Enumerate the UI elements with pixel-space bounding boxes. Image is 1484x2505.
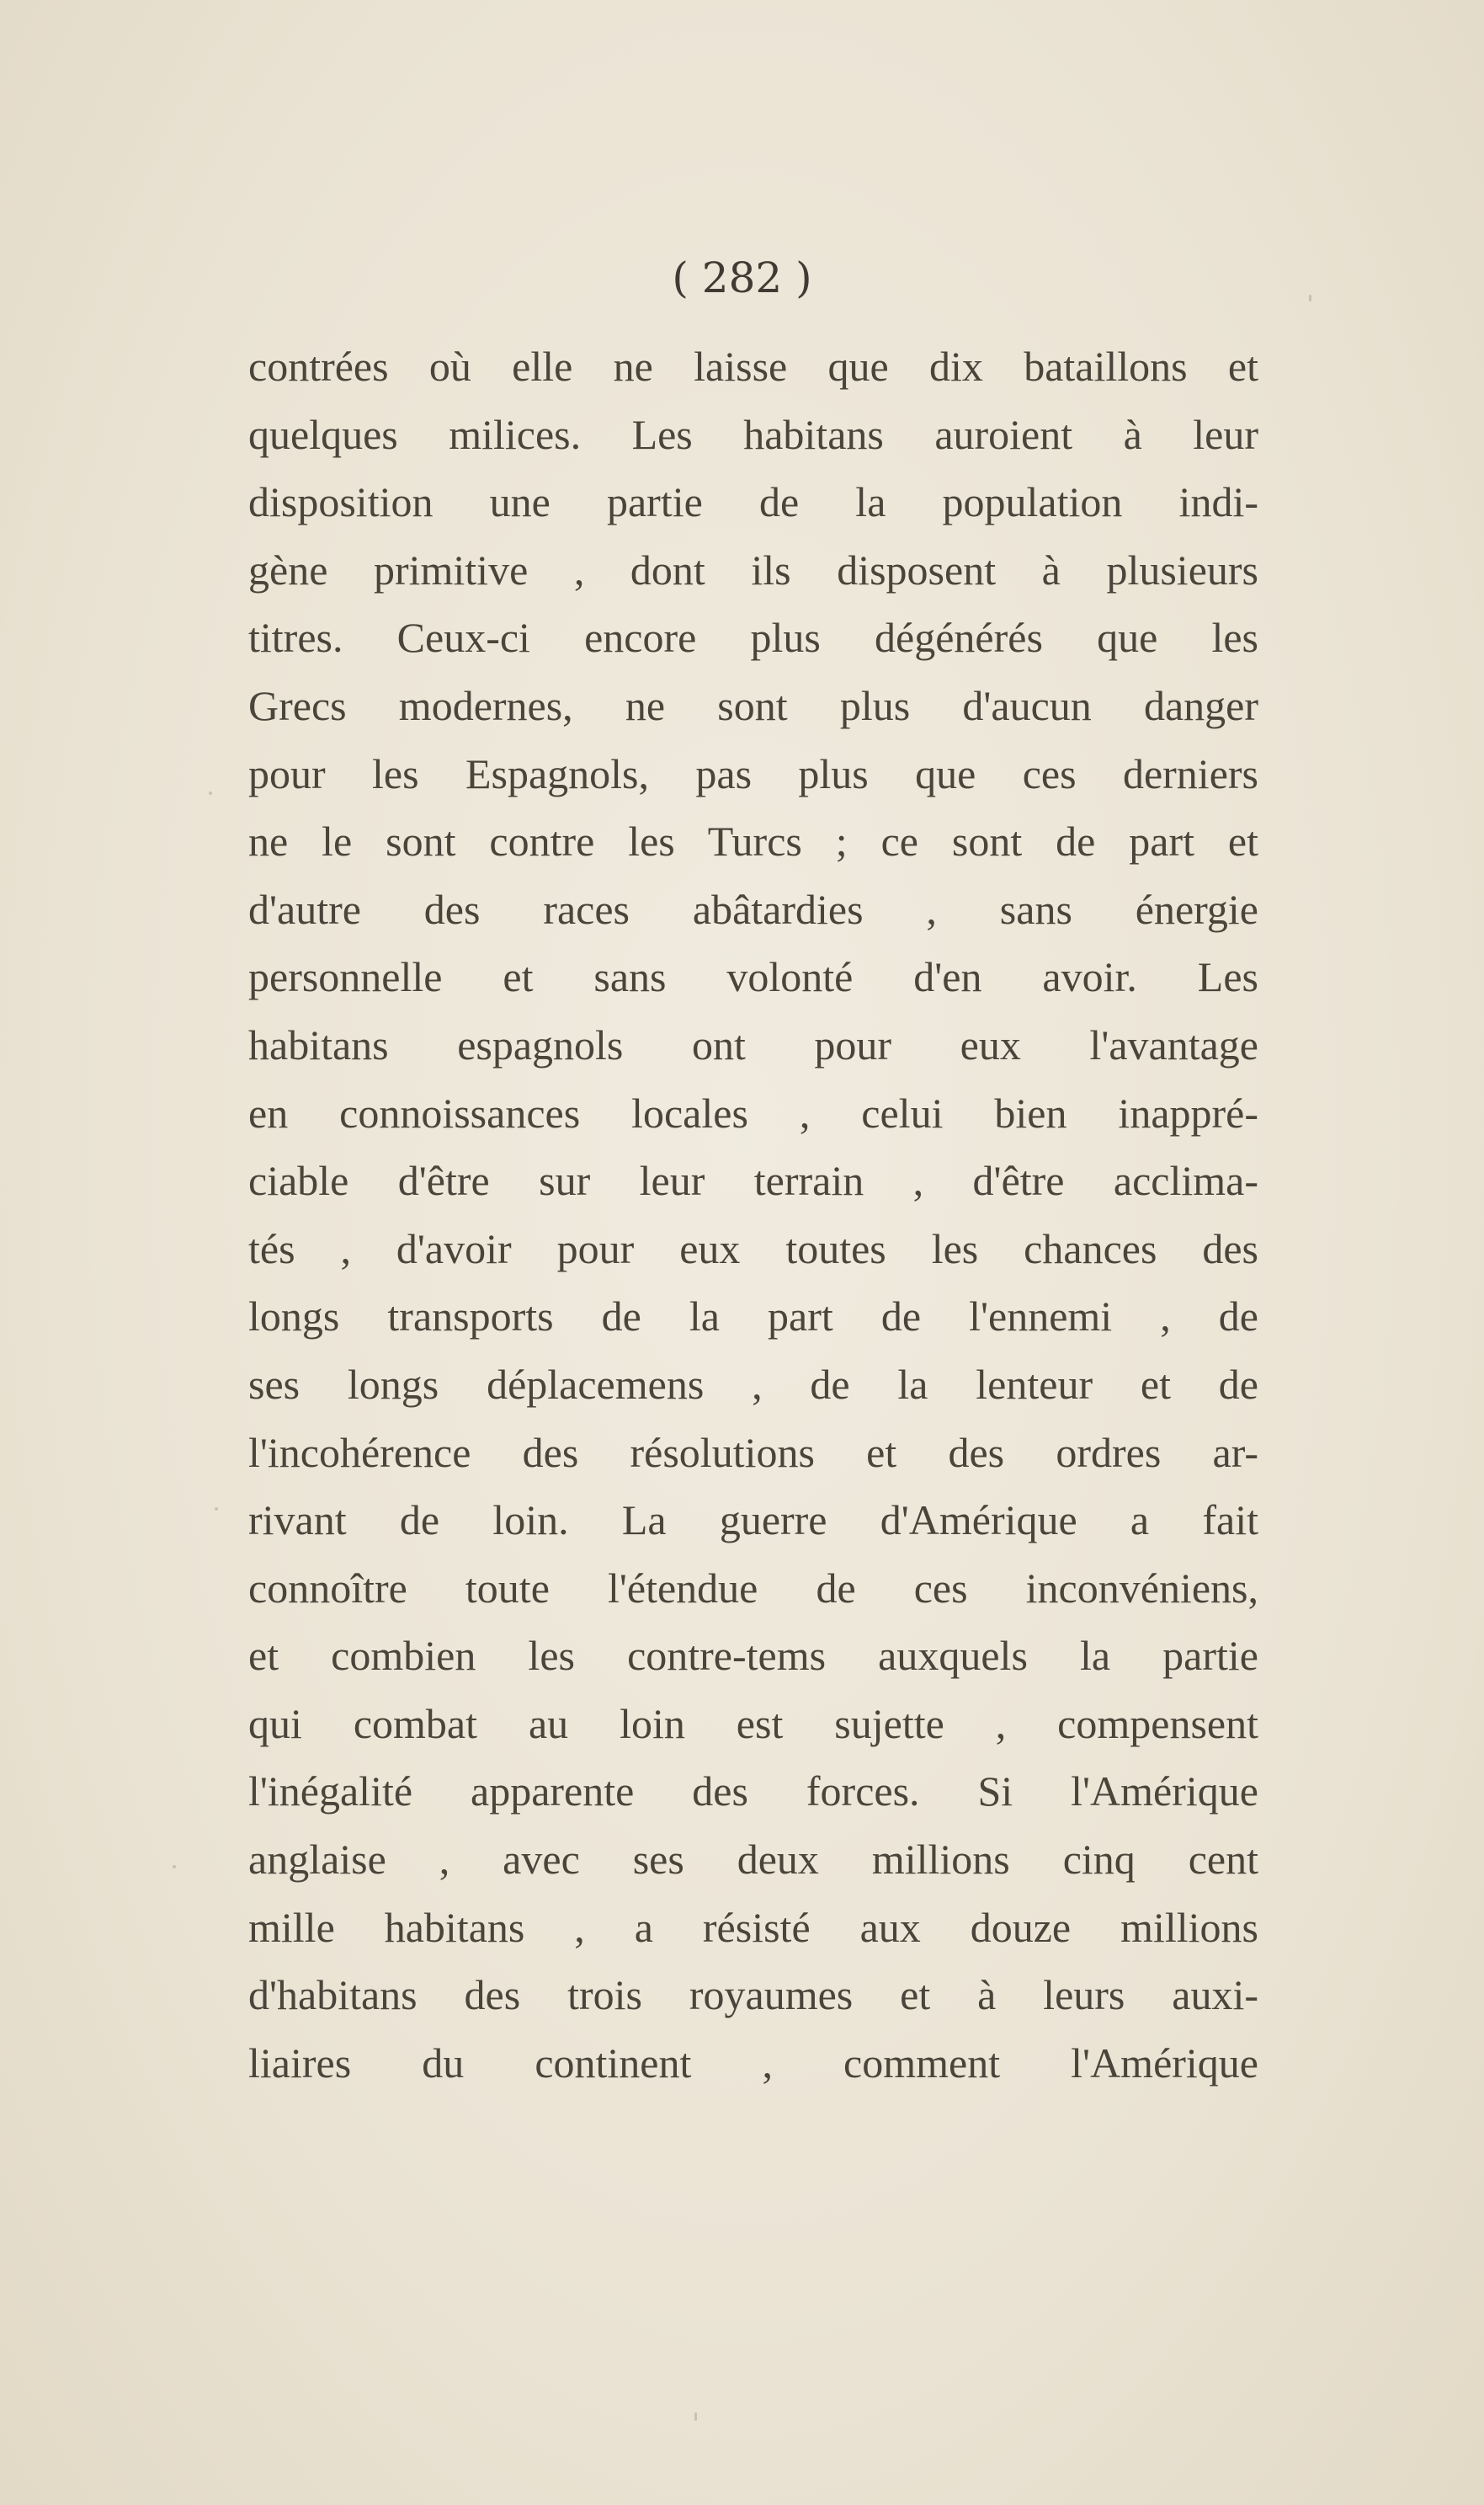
text-line: longs transports de la part de l'ennemi , de <box>248 1292 1258 1340</box>
text-line: l'incohérence des résolutions et des ordres ar- <box>248 1428 1258 1476</box>
text-line: ne le sont contre les Turcs ; ce sont de part et <box>248 818 1258 866</box>
paper-speck <box>694 2412 697 2421</box>
text-line: l'inégalité apparente des forces. Si l'Amérique <box>248 1767 1258 1815</box>
text-line: pour les Espagnols, pas plus que ces derniers <box>248 749 1258 797</box>
text-line: quelques milices. Les habitans auroient à leur <box>248 410 1258 458</box>
text-line: liaires du continent , comment l'Amérique <box>248 2039 1258 2087</box>
text-line: habitans espagnols ont pour eux l'avantage <box>248 1021 1258 1069</box>
text-line: tés , d'avoir pour eux toutes les chances des <box>248 1224 1258 1272</box>
text-line: et combien les contre-tems auxquels la partie <box>248 1632 1258 1680</box>
text-line: anglaise , avec ses deux millions cinq cent <box>248 1836 1258 1884</box>
text-line: rivant de loin. La guerre d'Amérique a fait <box>248 1496 1258 1544</box>
text-line: d'habitans des trois royaumes et à leurs auxi- <box>248 1971 1258 2019</box>
text-line: personnelle et sans volonté d'en avoir. Les <box>248 953 1258 1001</box>
text-line: ciable d'être sur leur terrain , d'être acclima- <box>248 1157 1258 1205</box>
paper-speck <box>215 1507 218 1511</box>
paper-speck <box>173 1865 176 1868</box>
text-line: connoître toute l'étendue de ces inconvéniens, <box>248 1564 1258 1612</box>
text-line: contrées où elle ne laisse que dix bataillons et <box>248 343 1258 390</box>
text-line: en connoissances locales , celui bien inappré- <box>248 1089 1258 1137</box>
text-line: titres. Ceux-ci encore plus dégénérés que les <box>248 614 1258 662</box>
body-text <box>248 333 1258 2097</box>
paper-speck <box>209 791 212 795</box>
text-line: Grecs modernes, ne sont plus d'aucun danger <box>248 681 1258 729</box>
page-number: ( 282 ) <box>672 253 812 302</box>
text-line: gène primitive , dont ils disposent à plusieurs <box>248 546 1258 594</box>
text-line: disposition une partie de la population indi- <box>248 478 1258 526</box>
text-line: mille habitans , a résisté aux douze millions <box>248 1903 1258 1951</box>
text-line: d'autre des races abâtardies , sans énergie <box>248 885 1258 933</box>
text-line: ses longs déplacemens , de la lenteur et de <box>248 1360 1258 1408</box>
text-line: qui combat au loin est sujette , compensent <box>248 1699 1258 1747</box>
paper-speck <box>1309 295 1311 301</box>
